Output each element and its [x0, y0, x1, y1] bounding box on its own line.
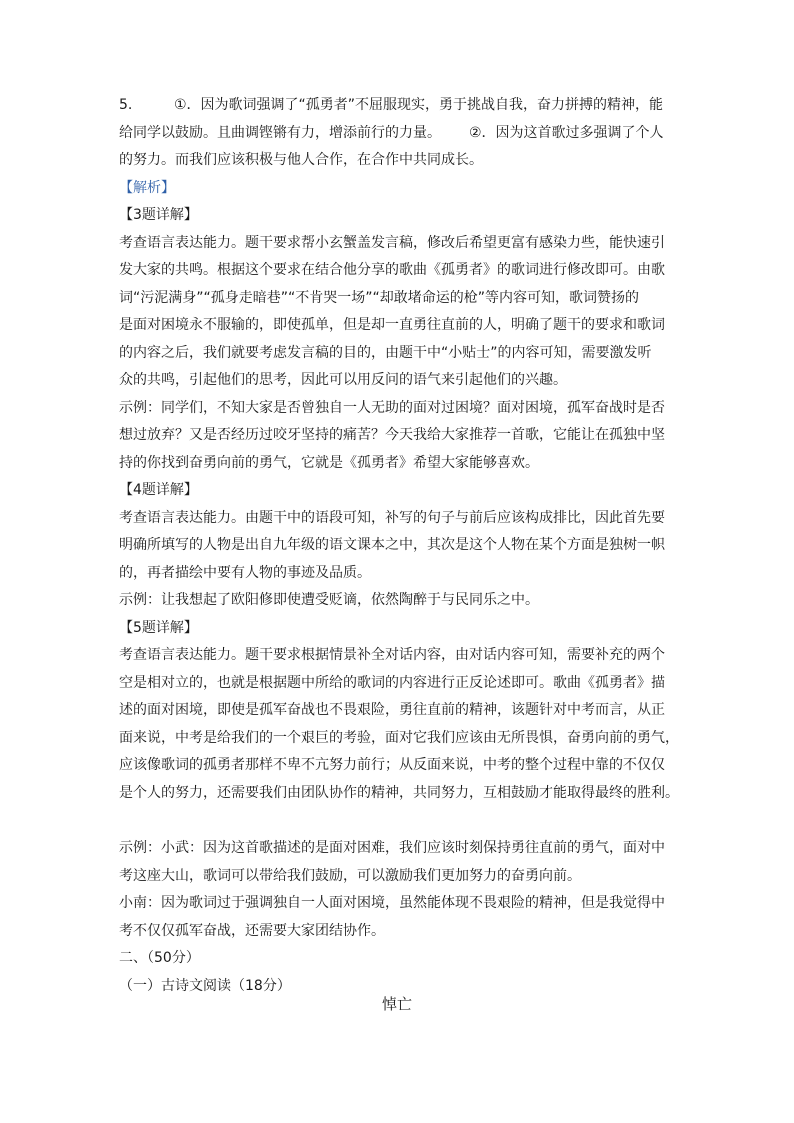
q5-answer-1-start: ①．因为歌词强调了“孤勇者”不屈服现实，勇于挑战自我，奋力拼搏的精神，能 — [174, 97, 664, 113]
sec3-text-line: 词“污泥满身”“孤身走暗巷”“不肯哭一场”“却敢堵命运的枪”等内容可知，歌词赞扬的 — [119, 289, 640, 306]
sec3-example-line: 想过放弃？又是否经历过咬牙坚持的痛苦？今天我给大家推荐一首歌，它能让在孤独中坚 — [119, 427, 665, 443]
sec3-text-line: 众的共鸣，引起他们的思考，因此可以用反问的语气来引起他们的兴趣。 — [119, 372, 567, 388]
sec3-text-line: 的内容之后，我们就要考虑发言稿的目的，由题干中“小贴士”的内容可知，需要激发听 — [119, 344, 652, 361]
sec4-text-line: 明确所填写的人物是出自九年级的语文课本之中，其次是这个人物在某个方面是独树一帜 — [119, 537, 665, 553]
sec5-example-line: 小南：因为歌词过于强调独自一人面对困境，虽然能体现不畏艰险的精神，但是我觉得中 — [119, 895, 665, 911]
sec5-example-line: 考这座大山，歌词可以带给我们鼓励，可以激励我们更加努力的奋勇向前。 — [119, 867, 581, 884]
part2-subheading: （一）古诗文阅读（18分） — [119, 977, 291, 994]
sec3-example-line: 示例：同学们，不知大家是否曾独自一人无助的面对过困境？面对困境，孤军奋战时是否 — [119, 399, 665, 416]
sec4-example: 示例：让我想起了欧阳修即使遭受贬谪，依然陶醉于与民同乐之中。 — [119, 592, 539, 608]
blank-spacer — [119, 807, 679, 835]
sec5-example-line: 考不仅仅孤军奋战，还需要大家团结协作。 — [119, 922, 385, 939]
q5-answer-2-start: ②．因为这首歌过多强调了个人 — [469, 124, 664, 141]
sec5-heading: 【5题详解】 — [119, 619, 198, 636]
sec3-text-line: 考查语言表达能力。题干要求帮小玄蟹盖发言稿，修改后希望更富有感染力些，能快速引 — [119, 234, 665, 251]
q5-number: 5. — [119, 97, 133, 113]
analysis-tag: 【解析】 — [119, 179, 175, 196]
q5-answer-1-end: 给同学以鼓励。且曲调铿锵有力，增添前行的力量。 — [119, 124, 441, 141]
sec5-example-line: 示例：小武：因为这首歌描述的是面对困难，我们应该时刻保持勇往直前的勇气，面对中 — [119, 840, 665, 856]
q5-line-2 — [119, 120, 679, 148]
sec4-text-line: 的，再者描绘中要有人物的事迹及品质。 — [119, 564, 371, 581]
q5-line-3: 的努力。而我们应该积极与他人合作，在合作中共同成长。 — [119, 152, 483, 168]
sec5-text-line: 述的面对困境，即使是孤军奋战也不畏艰险，勇往直前的精神，该题针对中考而言，从正 — [119, 702, 665, 718]
answer-content — [119, 92, 679, 1000]
sec5-text-line: 面来说，中考是给我们的一个艰巨的考验，面对它我们应该由无所畏惧，奋勇向前的勇气， — [119, 729, 679, 746]
sec3-example-line: 持的你找到奋勇向前的勇气，它就是《孤勇者》希望大家能够喜欢。 — [119, 454, 539, 471]
q5-line-1 — [119, 92, 679, 120]
sec3-text-line: 是面对困境永不服输的，即使孤单，但是却一直勇往直前的人，明确了题干的要求和歌词 — [119, 317, 665, 333]
sec5-text-line: 应该像歌词的孤勇者那样不卑不亢努力前行；从反面来说，中考的整个过程中靠的不仅仅 — [119, 757, 665, 773]
poem-title: 悼亡 — [381, 995, 412, 1013]
sec3-heading: 【3题详解】 — [119, 207, 198, 223]
part2-heading: 二、（50分） — [119, 950, 200, 966]
sec3-text-line: 发大家的共鸣。根据这个要求在结合他分享的歌曲《孤勇者》的歌词进行修改即可。由歌 — [119, 262, 665, 278]
sec5-text-line: 考查语言表达能力。题干要求根据情景补全对话内容，由对话内容可知，需要补充的两个 — [119, 647, 665, 663]
sec5-text-line: 空是相对立的，也就是根据题中所给的歌词的内容进行正反论述即可。歌曲《孤勇者》描 — [119, 674, 665, 691]
sec4-heading: 【4题详解】 — [119, 482, 198, 498]
sec4-text-line: 考查语言表达能力。由题干中的语段可知，补写的句子与前后应该构成排比，因此首先要 — [119, 509, 665, 526]
sec5-text-line: 是个人的努力，还需要我们由团队协作的精神，共同努力，互相鼓励才能取得最终的胜利。 — [119, 784, 679, 801]
